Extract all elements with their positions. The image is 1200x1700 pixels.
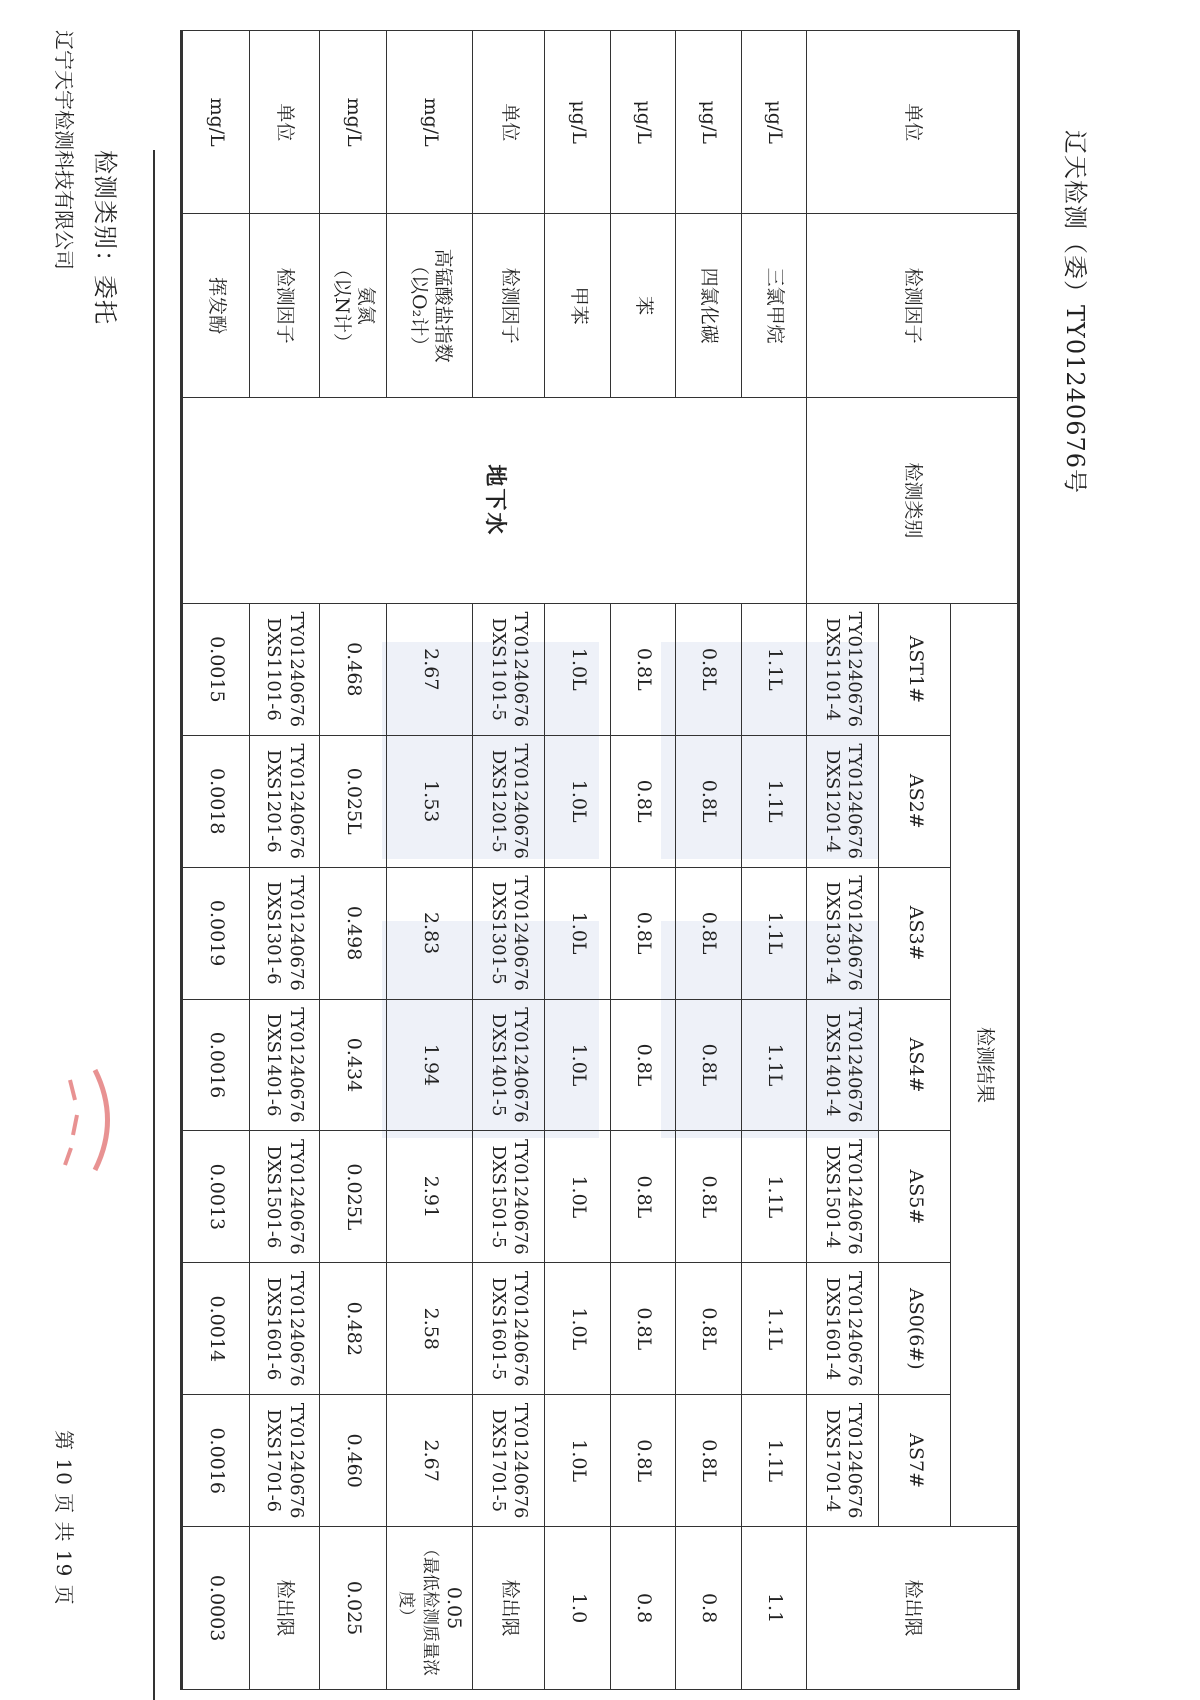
value-cell: 0.8L (610, 867, 675, 999)
header-rule (153, 150, 155, 1700)
factor-cell: 三氯甲烷 (741, 214, 806, 397)
value-cell: 0.8L (610, 1131, 675, 1263)
sample-code: TY01240676 DXS1501-5 (473, 1131, 545, 1263)
results-table-container (180, 30, 1020, 1690)
value-cell: 1.0L (545, 603, 610, 735)
unit-cell: μg/L (610, 31, 675, 214)
limit-cell: 0.025 (319, 1527, 387, 1690)
sample-code: TY01240676 DXS1101-6 (249, 603, 319, 735)
point-label: AST1# (879, 603, 951, 735)
page-number: 第 10 页 共 19 页 (52, 1430, 76, 1606)
sub-header-unit: 单位 (473, 31, 545, 214)
table-row (545, 31, 610, 1690)
sample-code: TY01240676 DXS1501-4 (807, 1131, 879, 1263)
sub-header-row (473, 31, 545, 1690)
value-cell: 1.0L (545, 1131, 610, 1263)
sub-header-factor: 检测因子 (249, 214, 319, 397)
value-cell: 1.94 (387, 999, 473, 1131)
header-limit: 检出限 (807, 1527, 1019, 1690)
value-cell: 2.58 (387, 1263, 473, 1395)
red-stamp-icon (25, 1060, 115, 1180)
results-table (180, 30, 1020, 1690)
sub-header-unit: 单位 (249, 31, 319, 214)
limit-cell: 1.0 (545, 1527, 610, 1690)
value-cell: 0.8L (676, 867, 741, 999)
factor-cell: 挥发酚 (182, 214, 250, 397)
table-row (319, 31, 387, 1690)
value-cell: 1.1L (741, 999, 806, 1131)
sample-code: TY01240676 DXS1301-4 (807, 867, 879, 999)
value-cell: 1.1L (741, 867, 806, 999)
value-cell: 1.0L (545, 999, 610, 1131)
sample-code: TY01240676 DXS1201-6 (249, 735, 319, 867)
category-value-cell: 地下水 (182, 397, 807, 603)
report-number: 辽天检测（委）TY01240676号 (1061, 130, 1089, 495)
header-unit: 单位 (807, 31, 1019, 214)
value-cell: 0.8L (676, 1395, 741, 1527)
unit-cell: mg/L (319, 31, 387, 214)
value-cell: 0.0015 (182, 603, 250, 735)
sub-header-factor: 检测因子 (473, 214, 545, 397)
table-row (676, 31, 741, 1690)
table-row (182, 31, 250, 1690)
limit-cell: 0.0003 (182, 1527, 250, 1690)
point-label: AS0(6#) (879, 1263, 951, 1395)
value-cell: 2.83 (387, 867, 473, 999)
header-factor: 检测因子 (807, 214, 1019, 397)
sample-code: TY01240676 DXS1501-6 (249, 1131, 319, 1263)
sample-code: TY01240676 DXS1601-5 (473, 1263, 545, 1395)
sample-code: TY01240676 DXS1701-5 (473, 1395, 545, 1527)
limit-cell: 1.1 (741, 1527, 806, 1690)
unit-cell: μg/L (741, 31, 806, 214)
limit-cell: 0.8 (610, 1527, 675, 1690)
factor-cell: 四氯化碳 (676, 214, 741, 397)
value-cell: 1.1L (741, 1395, 806, 1527)
value-cell: 2.67 (387, 1395, 473, 1527)
value-cell: 0.8L (610, 603, 675, 735)
value-cell: 0.025L (319, 1131, 387, 1263)
sub-header-row (249, 31, 319, 1690)
sample-code: TY01240676 DXS1101-4 (807, 603, 879, 735)
value-cell: 1.1L (741, 603, 806, 735)
value-cell: 0.0019 (182, 867, 250, 999)
value-cell: 0.434 (319, 999, 387, 1131)
category-label: 检测类别：委托 (91, 150, 119, 325)
value-cell: 1.53 (387, 735, 473, 867)
value-cell: 1.0L (545, 735, 610, 867)
value-cell: 0.460 (319, 1395, 387, 1527)
value-cell: 2.91 (387, 1131, 473, 1263)
sample-code: TY01240676 DXS1601-4 (807, 1263, 879, 1395)
sub-header-limit: 检出限 (249, 1527, 319, 1690)
sample-code: TY01240676 DXS1201-5 (473, 735, 545, 867)
table-row (741, 31, 806, 1690)
company-name: 辽宁天宇检测科技有限公司 (52, 30, 76, 270)
value-cell: 0.025L (319, 735, 387, 867)
value-cell: 0.8L (676, 1131, 741, 1263)
value-cell: 0.8L (610, 999, 675, 1131)
value-cell: 0.0014 (182, 1263, 250, 1395)
value-cell: 0.8L (676, 1263, 741, 1395)
point-label: AS5# (879, 1131, 951, 1263)
table-row (610, 31, 675, 1690)
value-cell: 0.0013 (182, 1131, 250, 1263)
sample-code: TY01240676 DXS1301-6 (249, 867, 319, 999)
point-label: AS3# (879, 867, 951, 999)
factor-cell: 高锰酸盐指数 （以O₂计） (387, 214, 473, 397)
value-cell: 0.8L (610, 735, 675, 867)
value-cell: 1.0L (545, 1395, 610, 1527)
sample-code: TY01240676 DXS1101-5 (473, 603, 545, 735)
value-cell: 1.1L (741, 735, 806, 867)
limit-cell: 0.8 (676, 1527, 741, 1690)
sample-code: TY01240676 DXS1401-4 (807, 999, 879, 1131)
value-cell: 0.8L (676, 735, 741, 867)
value-cell: 0.0018 (182, 735, 250, 867)
point-label: AS4# (879, 999, 951, 1131)
sample-code: TY01240676 DXS1701-6 (249, 1395, 319, 1527)
limit-cell: 0.05 （最低检测质量浓度） (387, 1527, 473, 1690)
value-cell: 2.67 (387, 603, 473, 735)
unit-cell: μg/L (545, 31, 610, 214)
point-label: AS2# (879, 735, 951, 867)
value-cell: 1.0L (545, 867, 610, 999)
table-row (387, 31, 473, 1690)
unit-cell: mg/L (387, 31, 473, 214)
value-cell: 0.8L (610, 1395, 675, 1527)
sample-code: TY01240676 DXS1401-6 (249, 999, 319, 1131)
value-cell: 0.8L (676, 603, 741, 735)
value-cell: 0.468 (319, 603, 387, 735)
sample-code: TY01240676 DXS1601-6 (249, 1263, 319, 1395)
value-cell: 0.0016 (182, 1395, 250, 1527)
point-label: AS7# (879, 1395, 951, 1527)
unit-cell: mg/L (182, 31, 250, 214)
value-cell: 1.1L (741, 1263, 806, 1395)
value-cell: 0.0016 (182, 999, 250, 1131)
value-cell: 0.482 (319, 1263, 387, 1395)
value-cell: 1.1L (741, 1131, 806, 1263)
factor-cell: 甲苯 (545, 214, 610, 397)
sample-code: TY01240676 DXS1401-5 (473, 999, 545, 1131)
factor-cell: 苯 (610, 214, 675, 397)
value-cell: 0.8L (610, 1263, 675, 1395)
value-cell: 0.498 (319, 867, 387, 999)
header-category: 检测类别 (807, 397, 1019, 603)
sample-code: TY01240676 DXS1201-4 (807, 735, 879, 867)
value-cell: 1.0L (545, 1263, 610, 1395)
unit-cell: μg/L (676, 31, 741, 214)
sample-code: TY01240676 DXS1301-5 (473, 867, 545, 999)
sample-code: TY01240676 DXS1701-4 (807, 1395, 879, 1527)
value-cell: 0.8L (676, 999, 741, 1131)
factor-cell: 氨氮 （以N计） (319, 214, 387, 397)
header-results: 检测结果 (951, 603, 1019, 1526)
sub-header-limit: 检出限 (473, 1527, 545, 1690)
table-header-row (951, 31, 1019, 1690)
